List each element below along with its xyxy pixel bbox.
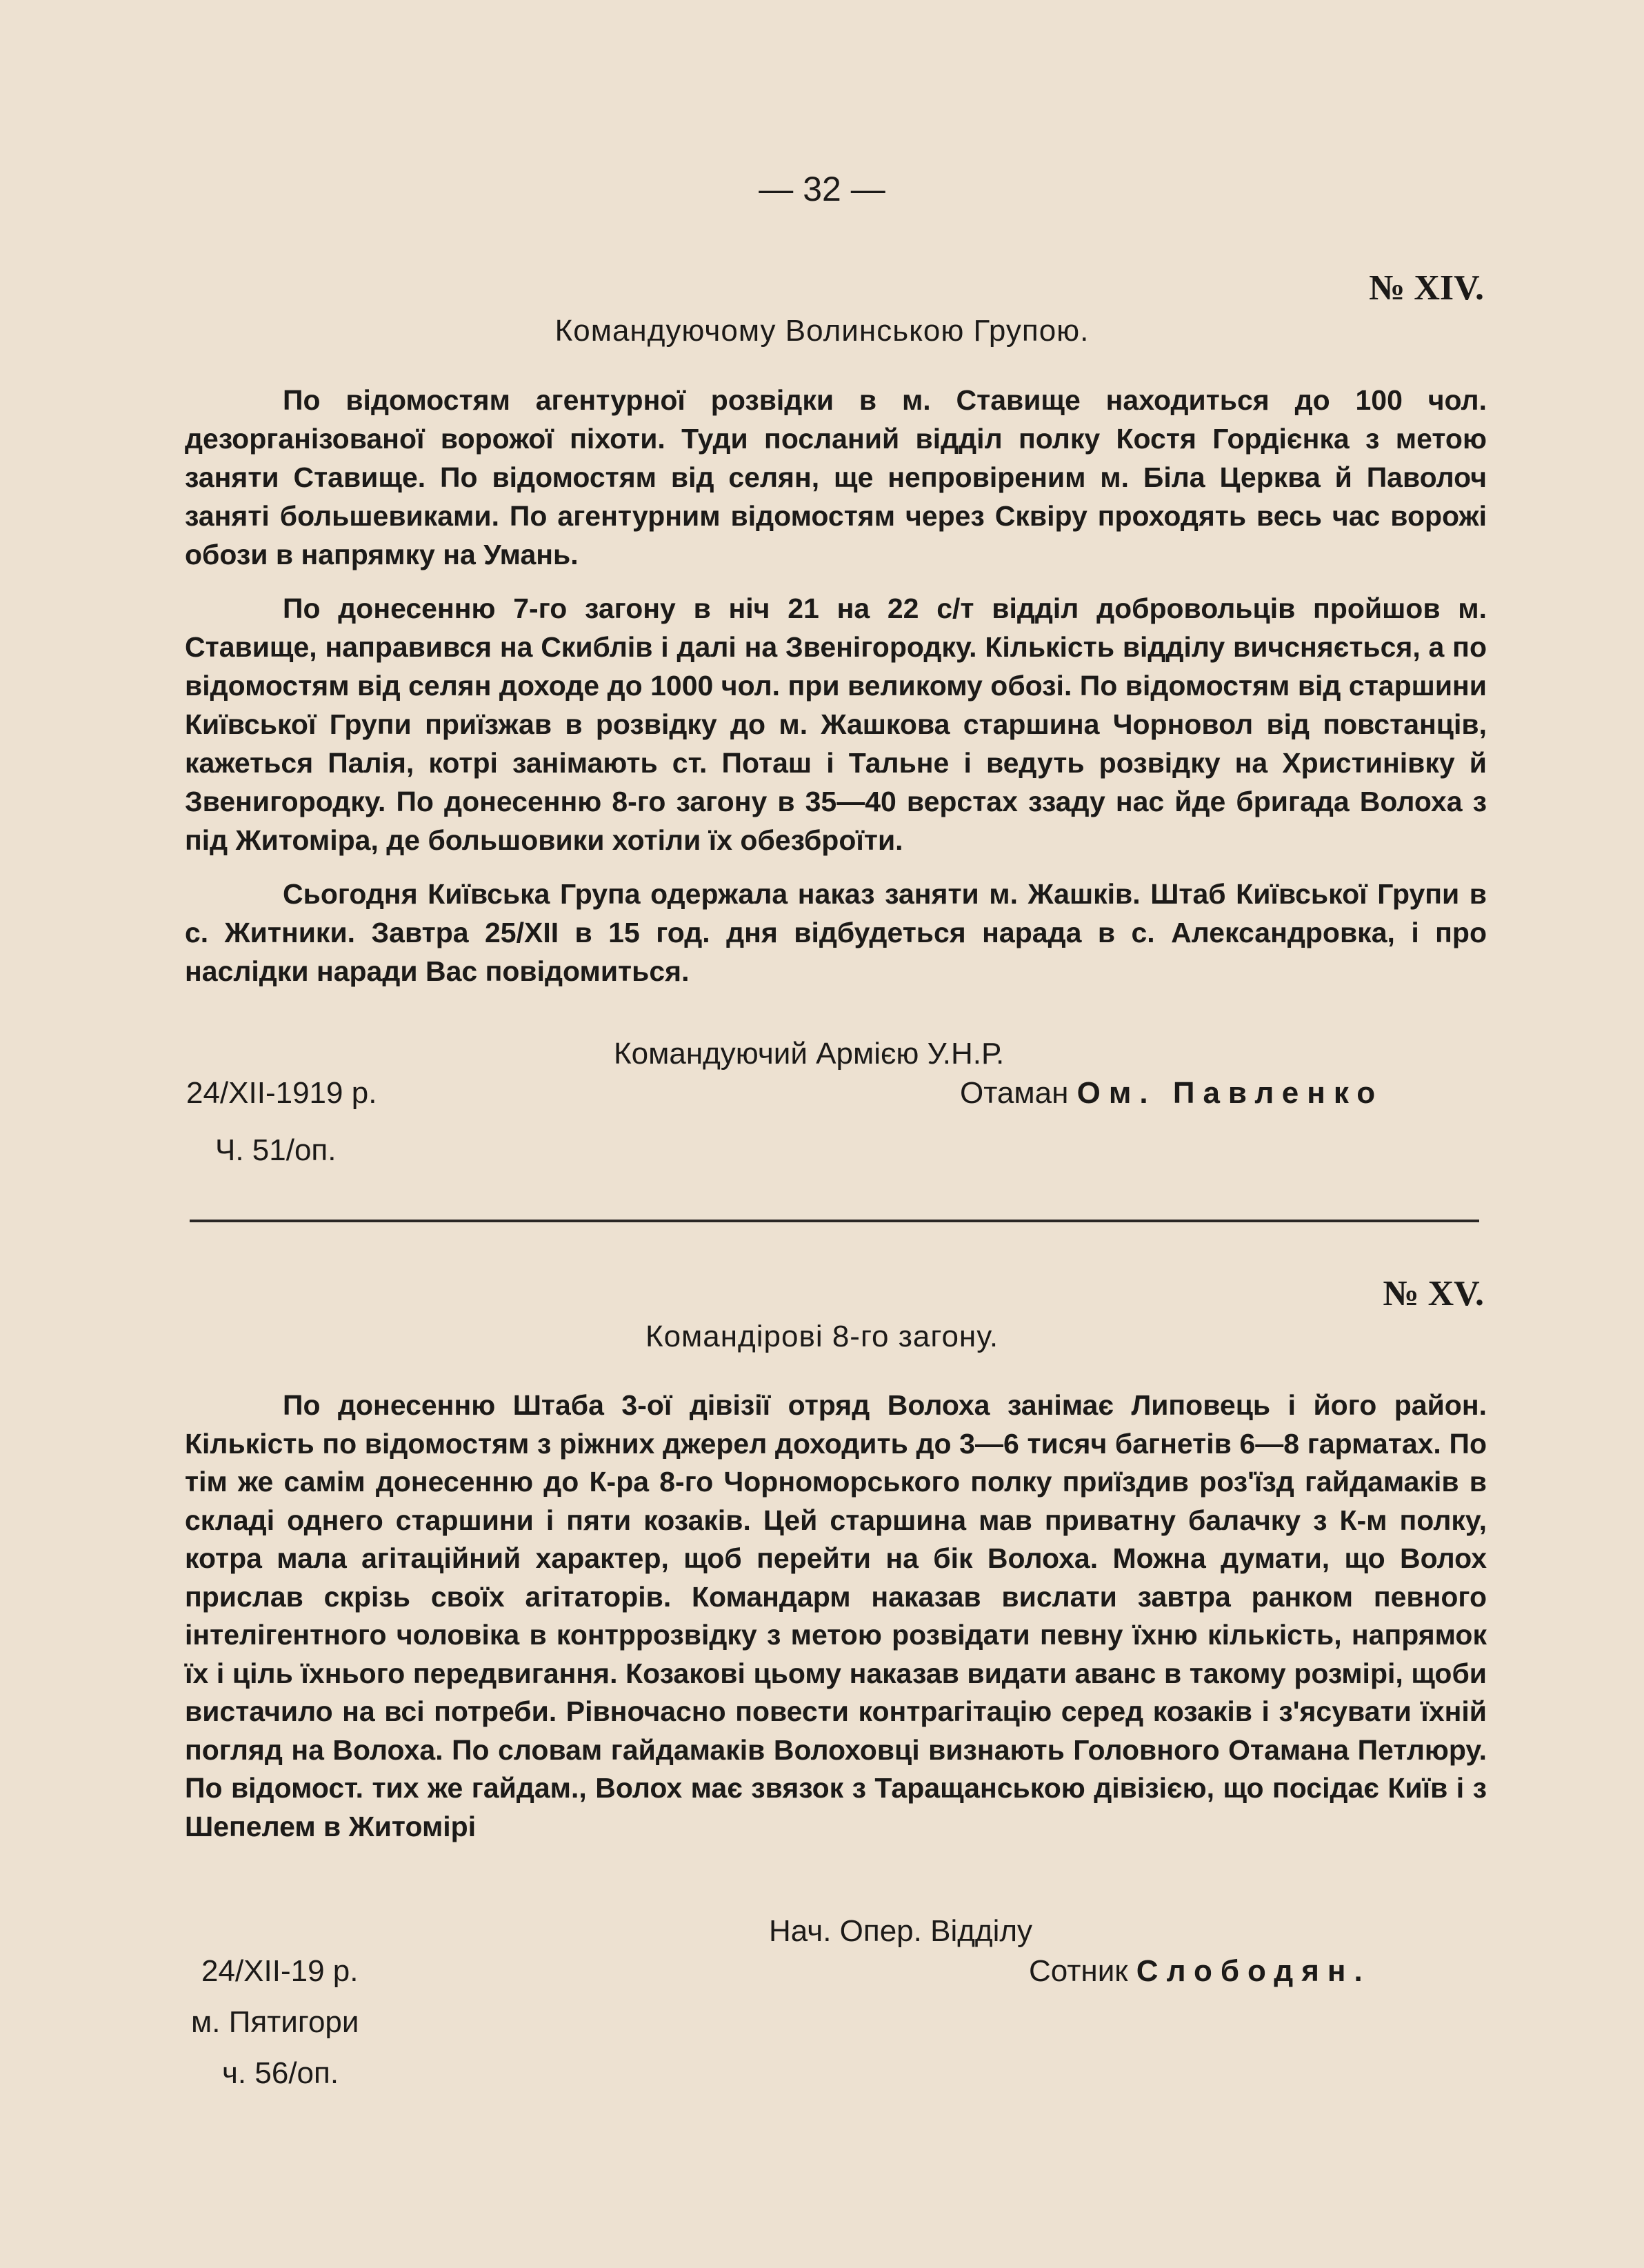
signer-line — [960, 1076, 1383, 1111]
signer-name: Ом. Павленко — [1076, 1076, 1384, 1110]
paragraph: По донесенню 7-го загону в ніч 21 на 22 с/т відділ добровольців пройшов м. Ставище, направився на Скиблів і далі на Звенігородку. Кількість відділу вичсняється, а по відомостям від селян доходе до 1000 чол. при великому обозі. По відомостям від старшини Київської Групи приїзжав в розвідку до м. Жашкова старшина Чорновол від повстанців, кажеться Палія, котрі занімають ст. Поташ і Тальне і ведуть розвідку на Христинівку й Звенигородку. По донесенню 8-го загону в 35—40 верстах ззаду нас йде бригада Волоха з під Житоміра, де большовики хотіли їх обезброїти. — [185, 593, 1487, 856]
signer-title: Нач. Опер. Відділу — [769, 1914, 1033, 1948]
document-body — [185, 381, 1487, 1006]
signer-rank: Сотник — [1029, 1954, 1128, 1988]
document-body — [185, 1386, 1487, 1861]
reference-number: ч. 56/оп. — [222, 2056, 339, 2090]
page-number: — 32 — — [759, 170, 885, 208]
section-divider — [190, 1220, 1479, 1222]
addressee: Командірові 8-го загону. — [645, 1320, 999, 1353]
document-date: 24/XII-1919 р. — [186, 1076, 377, 1110]
signer-rank: Отаман — [960, 1076, 1069, 1110]
reference-number: Ч. 51/оп. — [215, 1133, 337, 1167]
document-date: 24/XII-19 р. — [201, 1954, 359, 1988]
signer-line — [1029, 1954, 1371, 1989]
document-place: м. Пятигори — [191, 2005, 359, 2039]
document-number: № XV. — [1383, 1274, 1484, 1313]
document-number: № XIV. — [1369, 268, 1484, 308]
paragraph: Сьогодня Київська Група одержала наказ заняти м. Жашків. Штаб Київської Групи в с. Житники. Завтра 25/XII в 15 год. дня відбудеться нарада в с. Александровка, і про наслідки наради Вас повідомиться. — [185, 878, 1487, 987]
signer-title: Командуючий Армією У.Н.Р. — [614, 1037, 1005, 1071]
paragraph: По відомостям агентурної розвідки в м. Ставище находиться до 100 чол. дезорганізованої ворожої піхоти. Туди посланий відділ полку Костя Гордієнка з метою заняти Ставище. По відомостям від селян, ще непровіреним м. Біла Церква й Паволоч заняті большевиками. По агентурним відомостям через Сквіру проходять весь час ворожі обози в напрямку на Умань. — [185, 384, 1487, 570]
signer-name: Слободян. — [1136, 1954, 1371, 1988]
paragraph: По донесенню Штаба 3-ої дівізії отряд Волоха занімає Липовець і його район. Кількість по відомостям з ріжних джерел доходить до 3—6 тисяч багнетів 6—8 гарматах. По тім же самім донесенню до К-ра 8-го Чорноморського полку приїздив роз'їзд гайдамаків в складі однего старшини і пяти козаків. Цей старшина мав приватну балачку з К-м полку, котра мала агітаційний характер, щоб перейти на бік Волоха. Можна думати, що Волох прислав скрізь своїх агітаторів. Командарм наказав вислати завтра ранком певного інтелігентного чоловіка в контррозвідку з метою розвідати певну їхню кількість, напрямок їх і ціль їхнього передвигання. Козакові цьому наказав видати аванс в такому розмірі, щоби вистачило на всі потреби. Рівночасно повести контрагітацію серед козаків і з'ясувати їхній погляд на Волоха. По словам гайдамаків Волоховці визнають Головного Отамана Петлюру. По відомост. тих же гайдам., Волох має звязок з Таращанською дівізією, що посідає Київ і з Шепелем в Житомірі — [185, 1389, 1487, 1842]
addressee: Командуючому Волинською Групою. — [554, 314, 1090, 348]
